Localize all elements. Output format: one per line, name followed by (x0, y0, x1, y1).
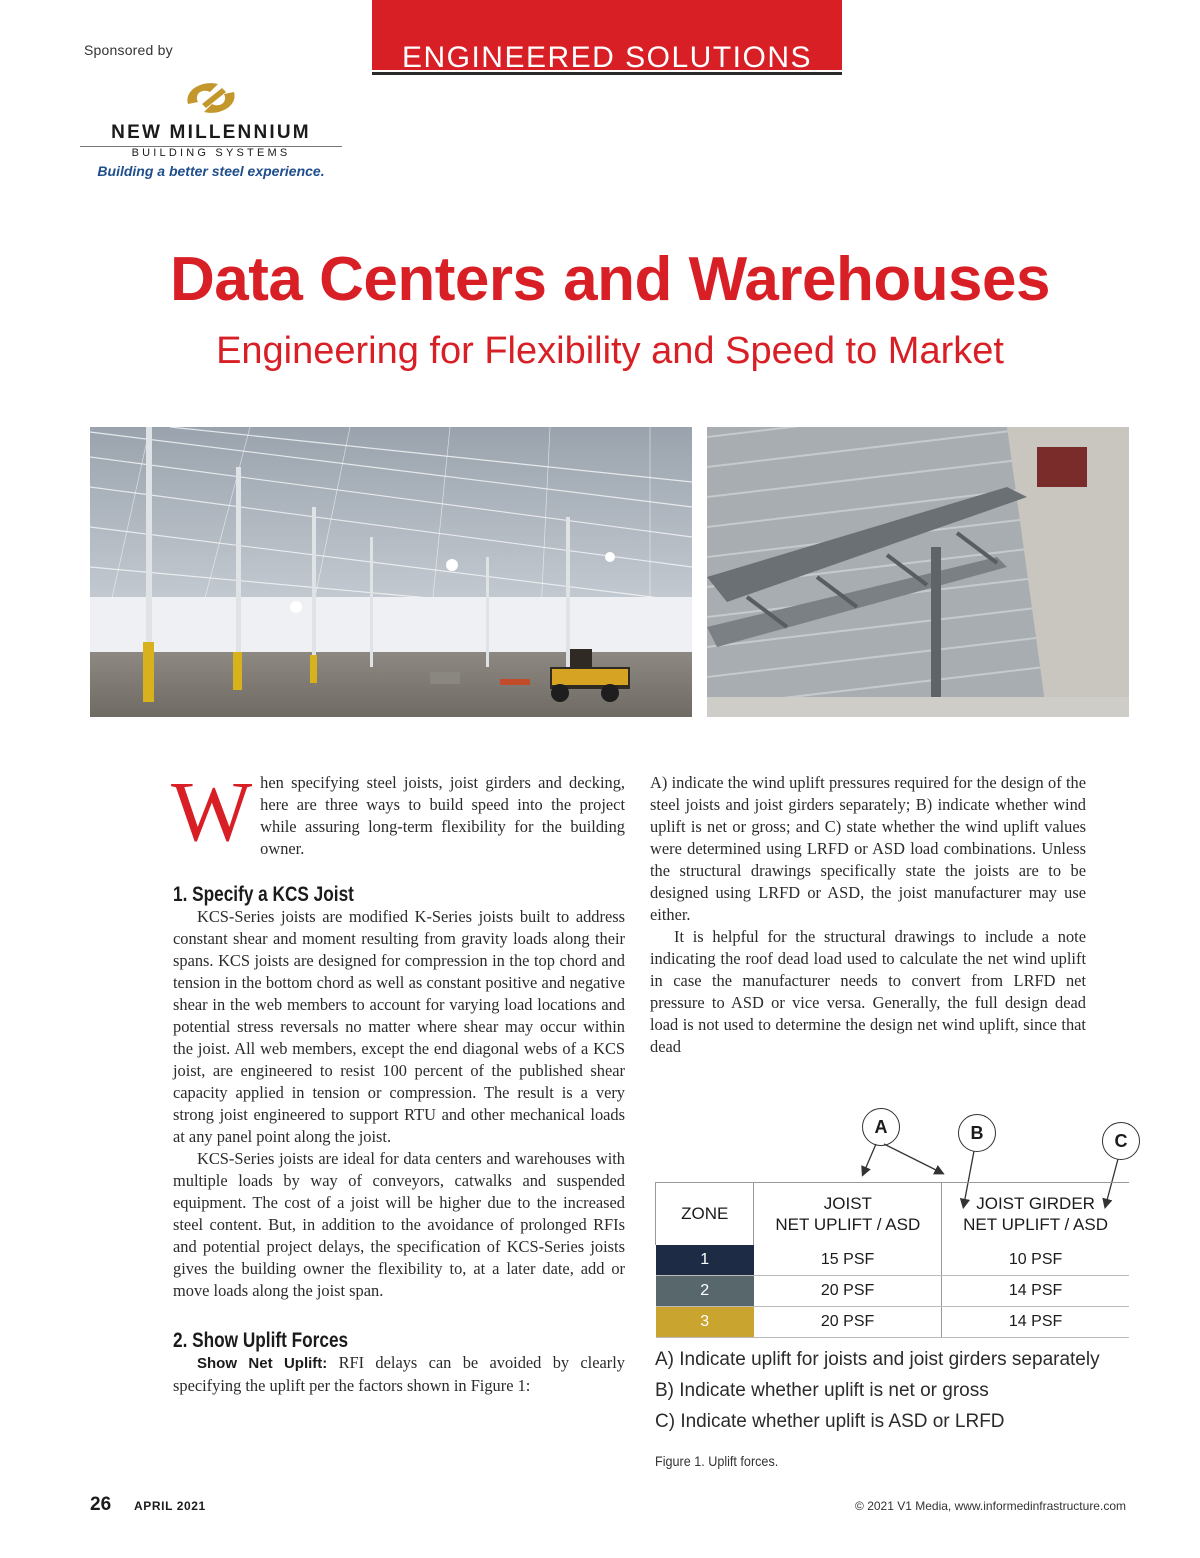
article-column-left (171, 763, 625, 1397)
joist-girder-photo (707, 427, 1129, 717)
page-number: 26 (90, 1494, 112, 1515)
logo-company-subtitle: BUILDING SYSTEMS (131, 147, 291, 159)
logo-mark-icon (180, 74, 242, 122)
zone-cell: 3 (656, 1306, 754, 1337)
table-row (656, 1245, 1130, 1276)
article-subtitle: Engineering for Flexibility and Speed to Market (216, 330, 1004, 372)
girder-uplift-cell: 14 PSF (942, 1306, 1129, 1337)
girder-uplift-cell: 10 PSF (942, 1245, 1129, 1276)
section-1-paragraph-2: KCS-Series joists are ideal for data centers and warehouses with multiple loads by way of conveyors, catwalks and suspended equipment. The cost of a joist will be higher due to the increased steel content. But, in addition to the avoidance of prolonged RFIs and potential project delays, the specification of KCS-Series joists gives the building owner the flexibility to, at a later date, add or move loads along the joist span. (173, 1149, 625, 1300)
marker-c: C (1102, 1122, 1140, 1160)
zone-cell: 1 (656, 1245, 754, 1276)
girder-uplift-cell: 14 PSF (942, 1275, 1129, 1306)
column-2-paragraph-2: It is helpful for the structural drawings to include a note indicating the roof dead load used to calculate the net wind uplift in case the manufacturer needs to convert from LRFD net pressure to ASD or vice versa. Generally, the full design dead load is not used to determine the design net wind uplift, since that dead (650, 927, 1086, 1056)
section-2-paragraph-1 (173, 1352, 625, 1397)
table-row (656, 1306, 1130, 1337)
table-row (656, 1275, 1130, 1306)
article-title: Data Centers and Warehouses (169, 245, 1051, 314)
column-2-paragraph-1: A) indicate the wind uplift pressures required for the design of the steel joists and joist girders separately; B) indicate whether wind uplift is net or gross; and C) state whether the wind uplift values were determined using LRFD or ASD load combinations. Unless the structural drawings specifically state the joists are to be designed using LRFD or ASD, the joist manufacturer may use either. (650, 773, 1086, 924)
drop-cap: W (171, 763, 253, 859)
logo-tagline: Building a better steel experience. (97, 163, 325, 179)
issue-date: APRIL 2021 (134, 1499, 206, 1513)
warehouse-interior-photo (90, 427, 692, 717)
section-1-paragraph-1: KCS-Series joists are modified K-Series joists built to address constant shear and moment resulting from gravity loads along their spans. KCS joists are designed for compression in the top chord and tension in the bottom chord as well as constant positive and negative shear in the web members to account for varying load locations and potential stress reversals no matter where shear may occur within the joist. All web members, except the end diagonal webs of a KCS joist, are engineered to resist 100 percent of the published shear capacity applied in tension or compression. The result is a very strong joist engineered to support RTU and other mechanical loads at any panel point along the joist. (173, 907, 625, 1146)
note-c: C) Indicate whether uplift is ASD or LRFD (655, 1411, 1005, 1432)
copyright-notice: © 2021 V1 Media, www.informedinfrastructure.com (855, 1499, 1126, 1513)
joist-uplift-cell: 20 PSF (754, 1275, 942, 1306)
joist-uplift-cell: 20 PSF (754, 1306, 942, 1337)
header-zone: ZONE (656, 1183, 754, 1245)
uplift-table (655, 1182, 1129, 1338)
banner-underline (372, 72, 842, 75)
header-joist: JOIST NET UPLIFT / ASD (754, 1183, 942, 1245)
section-banner-title: ENGINEERED SOLUTIONS (401, 41, 813, 72)
intro-paragraph (171, 763, 625, 860)
intro-text: hen specifying steel joists, joist girders and decking, here are three ways to build speed into the project while assuring long-term flexibility for the building owner. (260, 773, 625, 858)
section-1-heading: 1. Specify a KCS Joist (173, 883, 354, 906)
header-joist-girder: JOIST GIRDER NET UPLIFT / ASD (963, 1193, 1109, 1234)
marker-a: A (862, 1108, 900, 1146)
figure-notes (655, 1344, 1100, 1437)
figure-1 (650, 1100, 1140, 1480)
article-column-right (650, 772, 1086, 1058)
show-net-uplift-runin: Show Net Uplift: (197, 1355, 328, 1372)
section-2-paragraph-1-text: RFI delays can be avoided by clearly specifying the uplift per the factors shown in Figure 1: (173, 1353, 625, 1395)
joist-uplift-cell: 15 PSF (754, 1245, 942, 1276)
note-a: A) Indicate uplift for joists and joist girders separately (655, 1349, 1100, 1370)
section-2-heading: 2. Show Uplift Forces (173, 1329, 349, 1352)
logo-company-name: NEW MILLENNIUM (111, 122, 311, 143)
note-b: B) Indicate whether uplift is net or gross (655, 1380, 989, 1401)
marker-b: B (958, 1114, 996, 1152)
sponsored-by-label: Sponsored by (84, 42, 173, 58)
figure-caption: Figure 1. Uplift forces. (655, 1453, 779, 1469)
zone-cell: 2 (656, 1275, 754, 1306)
